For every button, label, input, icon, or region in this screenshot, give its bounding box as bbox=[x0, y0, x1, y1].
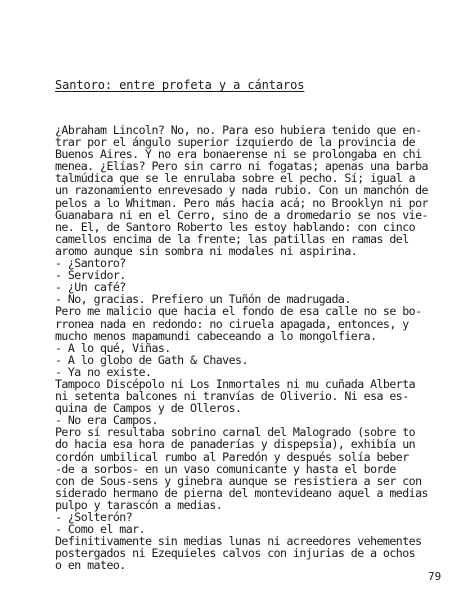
text-line: - Ya no existe. bbox=[55, 364, 152, 379]
text-line: -de a sorbos- en un vaso comunicante y hasta el borde bbox=[55, 461, 396, 476]
text-line: ¿Abraham Lincoln? No, no. Para eso hubiera tenido que en- bbox=[55, 123, 422, 137]
text-line: Guanabara ni en el Cerro, sino de a dromedario se nos vie- bbox=[55, 207, 428, 222]
text-line: rronea nada en redondo: no ciruela apagada, entonces, y bbox=[55, 316, 409, 331]
text-line: cordón umbilical rumbo al Paredón y después solía beber bbox=[55, 449, 409, 464]
text-line: camellos encima de la frente; las patillas en ramas del bbox=[55, 231, 409, 246]
text-line: - ¿Un café? bbox=[55, 280, 126, 295]
text-line: postergados ni Ezequieles calvos con injurias de a ochos bbox=[55, 546, 416, 561]
text-line: - Servidor. bbox=[55, 268, 126, 283]
text-line: mucho menos mapamundi cabeceando a lo mongolfiera. bbox=[55, 328, 377, 343]
text-line: talmúdica que se le enrulaba sobre el pecho. Sí; igual a bbox=[55, 171, 416, 186]
text-line: o en mateo. bbox=[55, 558, 126, 573]
text-line: ni setenta balcones ni tranvías de Oliverio. Ni esa es- bbox=[55, 389, 409, 404]
text-line: - No, gracias. Prefiero un Tuñón de madrugada. bbox=[55, 292, 351, 307]
text-line: do hacia esa hora de panaderías y dispepsia), exhibía un bbox=[55, 437, 416, 452]
text-line: - A lo globo de Gath & Chaves. bbox=[55, 352, 248, 367]
text-line: Pero me malicio que hacia el fondo de esa calle no se bo- bbox=[55, 304, 422, 319]
text-line: - A lo qué, Viñas. bbox=[55, 340, 171, 355]
section-title: Santoro: entre profeta y a cántaros bbox=[55, 78, 305, 92]
text-line: Buenos Aires. Y no era bonaerense ni se prolongaba en chi bbox=[55, 147, 422, 162]
text-line: pelos a lo Whitman. Pero más hacia acá; no Brooklyn ni por bbox=[55, 195, 428, 210]
text-line: Pero sí resultaba sobrino carnal del Malogrado (sobre to bbox=[55, 425, 416, 440]
text-line: un razonamiento enrevesado y nada rubio. Con un manchón de bbox=[55, 183, 428, 198]
text-line: - No era Campos. bbox=[55, 413, 158, 428]
text-line: quina de Campos y de Olleros. bbox=[55, 401, 242, 416]
text-line: Tampoco Discépolo ni Los Inmortales ni mu cuñada Alberta bbox=[55, 376, 416, 391]
text-line: pulpo y tarascón a medias. bbox=[55, 497, 223, 512]
text-line: Definitivamente sin medias lunas ni acreedores vehementes bbox=[55, 534, 422, 549]
body-text bbox=[55, 124, 455, 571]
text-line: - Como el mar. bbox=[55, 522, 146, 537]
text-line: con de Sous-sens y ginebra aunque se resistiera a ser con bbox=[55, 473, 422, 488]
text-line: trar por el ángulo superior izquierdo de la provincia de bbox=[55, 135, 416, 150]
text-line: aromo aunque sin sombra ni modales ni aspirina. bbox=[55, 243, 358, 258]
text-line: ne. El, de Santoro Roberto les estoy hablando: con cinco bbox=[55, 219, 416, 234]
text-line: - ¿Santoro? bbox=[55, 256, 126, 271]
text-line: siderado hermano de pierna del montevideano aquel a medias bbox=[55, 485, 428, 500]
text-line: menea. ¿Elías? Pero sin carro ni fogatas; apenas una barba bbox=[55, 159, 428, 174]
page-number: 79 bbox=[428, 570, 442, 583]
text-line: - ¿Solterón? bbox=[55, 510, 133, 524]
